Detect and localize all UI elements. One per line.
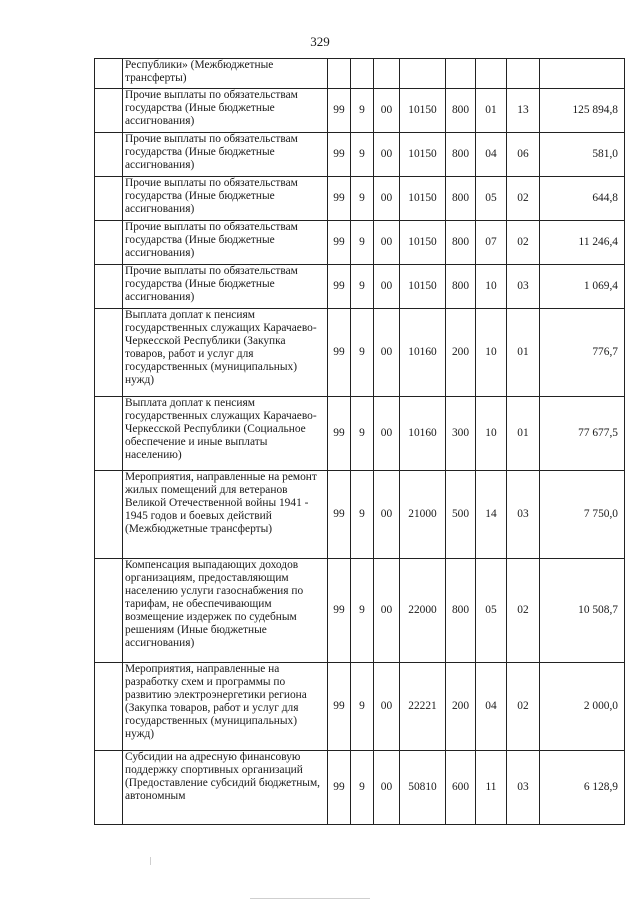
description-cell: Прочие выплаты по обязательствам государства (Иные бюджетные ассигнования) [123, 177, 328, 221]
table-row [95, 59, 625, 89]
code-cell [476, 59, 507, 89]
code-cell: 10160 [400, 397, 446, 471]
code-cell: 10150 [400, 177, 446, 221]
code-cell: 50810 [400, 751, 446, 825]
code-cell: 99 [328, 471, 351, 559]
table-row [95, 471, 625, 559]
code-cell: 10150 [400, 133, 446, 177]
code-cell: 00 [374, 471, 400, 559]
code-cell: 800 [446, 221, 476, 265]
blank-cell [95, 397, 123, 471]
description-cell: Выплата доплат к пенсиям государственных служащих Карачаево-Черкесской Республики (Социальное обеспечение и иные выплаты населению) [123, 397, 328, 471]
code-cell: 14 [476, 471, 507, 559]
blank-cell [95, 221, 123, 265]
table-row [95, 177, 625, 221]
code-cell: 600 [446, 751, 476, 825]
code-cell: 99 [328, 309, 351, 397]
code-cell: 03 [507, 265, 540, 309]
code-cell: 10150 [400, 221, 446, 265]
code-cell: 200 [446, 663, 476, 751]
code-cell: 800 [446, 177, 476, 221]
description-cell: Прочие выплаты по обязательствам государства (Иные бюджетные ассигнования) [123, 89, 328, 133]
code-cell: 00 [374, 177, 400, 221]
code-cell: 22221 [400, 663, 446, 751]
code-cell: 07 [476, 221, 507, 265]
amount-cell: 10 508,7 [540, 559, 625, 663]
code-cell: 200 [446, 309, 476, 397]
amount-cell: 2 000,0 [540, 663, 625, 751]
code-cell: 99 [328, 133, 351, 177]
amount-cell: 77 677,5 [540, 397, 625, 471]
code-cell: 05 [476, 559, 507, 663]
code-cell: 99 [328, 177, 351, 221]
code-cell: 99 [328, 265, 351, 309]
scan-artifact [250, 898, 370, 899]
code-cell: 800 [446, 265, 476, 309]
code-cell: 99 [328, 221, 351, 265]
code-cell [446, 59, 476, 89]
code-cell: 9 [351, 471, 374, 559]
table-row [95, 89, 625, 133]
description-cell: Мероприятия, направленные на ремонт жилых помещений для ветеранов Великой Отечественной войны 1941 - 1945 годов и боевых действий (Межбюджетные трансферты) [123, 471, 328, 559]
blank-cell [95, 309, 123, 397]
code-cell: 21000 [400, 471, 446, 559]
code-cell: 02 [507, 559, 540, 663]
description-cell: Компенсация выпадающих доходов организациям, предоставляющим населению услуги газоснабжения по тарифам, не обеспечивающим возмещение издержек по судебным решениям (Иные бюджетные ассигнования) [123, 559, 328, 663]
code-cell [351, 59, 374, 89]
page-number: 329 [310, 34, 330, 49]
code-cell: 00 [374, 663, 400, 751]
code-cell: 10 [476, 397, 507, 471]
code-cell: 500 [446, 471, 476, 559]
amount-cell: 125 894,8 [540, 89, 625, 133]
code-cell: 9 [351, 397, 374, 471]
description-cell: Мероприятия, направленные на разработку схем и программы по развитию электроэнергетики региона (Закупка товаров, работ и услуг для государственных (муниципальных) нужд) [123, 663, 328, 751]
blank-cell [95, 559, 123, 663]
code-cell: 10150 [400, 89, 446, 133]
table-row [95, 663, 625, 751]
code-cell [374, 59, 400, 89]
description-cell: Прочие выплаты по обязательствам государства (Иные бюджетные ассигнования) [123, 221, 328, 265]
code-cell: 9 [351, 89, 374, 133]
code-cell: 01 [476, 89, 507, 133]
code-cell: 800 [446, 559, 476, 663]
code-cell: 00 [374, 265, 400, 309]
code-cell: 02 [507, 663, 540, 751]
code-cell: 9 [351, 177, 374, 221]
code-cell: 00 [374, 221, 400, 265]
description-cell: Субсидии на адресную финансовую поддержку спортивных организаций (Предоставление субсидий бюджетным, автономным [123, 751, 328, 825]
code-cell: 00 [374, 309, 400, 397]
table-row [95, 559, 625, 663]
code-cell: 10 [476, 309, 507, 397]
code-cell: 99 [328, 663, 351, 751]
table-row [95, 397, 625, 471]
code-cell: 06 [507, 133, 540, 177]
code-cell: 99 [328, 751, 351, 825]
code-cell: 800 [446, 133, 476, 177]
code-cell: 02 [507, 221, 540, 265]
code-cell [507, 59, 540, 89]
code-cell: 00 [374, 133, 400, 177]
code-cell: 9 [351, 751, 374, 825]
code-cell: 00 [374, 397, 400, 471]
blank-cell [95, 59, 123, 89]
code-cell: 9 [351, 221, 374, 265]
code-cell [328, 59, 351, 89]
code-cell: 10 [476, 265, 507, 309]
code-cell: 99 [328, 89, 351, 133]
code-cell: 9 [351, 663, 374, 751]
code-cell: 01 [507, 397, 540, 471]
table-row [95, 309, 625, 397]
code-cell: 03 [507, 751, 540, 825]
table-row [95, 133, 625, 177]
code-cell: 9 [351, 559, 374, 663]
amount-cell: 11 246,4 [540, 221, 625, 265]
blank-cell [95, 133, 123, 177]
code-cell: 11 [476, 751, 507, 825]
code-cell: 04 [476, 133, 507, 177]
code-cell: 800 [446, 89, 476, 133]
code-cell: 9 [351, 133, 374, 177]
code-cell: 04 [476, 663, 507, 751]
code-cell: 99 [328, 559, 351, 663]
table-row [95, 265, 625, 309]
amount-cell [540, 59, 625, 89]
amount-cell: 776,7 [540, 309, 625, 397]
amount-cell: 1 069,4 [540, 265, 625, 309]
table-row [95, 751, 625, 825]
code-cell: 00 [374, 751, 400, 825]
description-cell: Республики» (Межбюджетные трансферты) [123, 59, 328, 89]
code-cell: 13 [507, 89, 540, 133]
amount-cell: 6 128,9 [540, 751, 625, 825]
amount-cell: 644,8 [540, 177, 625, 221]
blank-cell [95, 663, 123, 751]
amount-cell: 7 750,0 [540, 471, 625, 559]
code-cell: 05 [476, 177, 507, 221]
code-cell [400, 59, 446, 89]
code-cell: 02 [507, 177, 540, 221]
code-cell: 9 [351, 309, 374, 397]
amount-cell: 581,0 [540, 133, 625, 177]
blank-cell [95, 177, 123, 221]
blank-cell [95, 471, 123, 559]
code-cell: 22000 [400, 559, 446, 663]
code-cell: 300 [446, 397, 476, 471]
description-cell: Выплата доплат к пенсиям государственных служащих Карачаево-Черкесской Республики (Закупка товаров, работ и услуг для государственных (муниципальных) нужд) [123, 309, 328, 397]
code-cell: 10160 [400, 309, 446, 397]
code-cell: 03 [507, 471, 540, 559]
scan-artifact [150, 857, 151, 865]
code-cell: 00 [374, 89, 400, 133]
code-cell: 01 [507, 309, 540, 397]
code-cell: 9 [351, 265, 374, 309]
code-cell: 00 [374, 559, 400, 663]
code-cell: 99 [328, 397, 351, 471]
blank-cell [95, 89, 123, 133]
code-cell: 10150 [400, 265, 446, 309]
description-cell: Прочие выплаты по обязательствам государства (Иные бюджетные ассигнования) [123, 265, 328, 309]
blank-cell [95, 265, 123, 309]
table-row [95, 221, 625, 265]
blank-cell [95, 751, 123, 825]
budget-table [94, 58, 625, 825]
description-cell: Прочие выплаты по обязательствам государства (Иные бюджетные ассигнования) [123, 133, 328, 177]
